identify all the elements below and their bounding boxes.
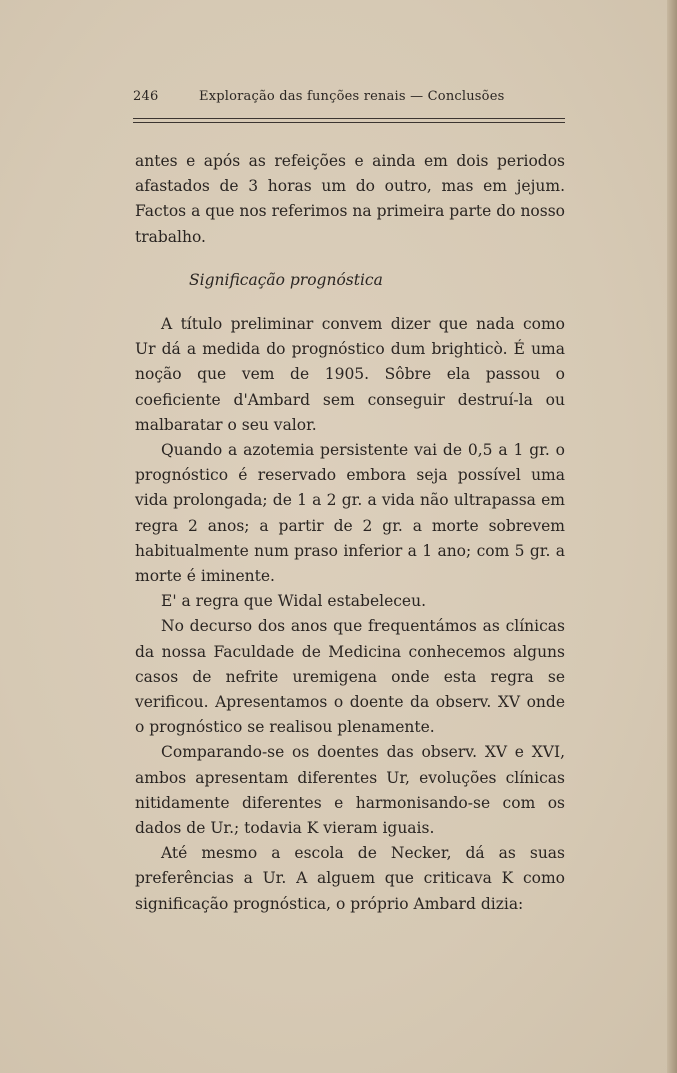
header-rule-top <box>133 118 565 119</box>
body-text <box>135 149 565 917</box>
paragraph: Até mesmo a escola de Necker, dá as suas preferências a Ur. A alguem que criticava K como significação prognóstica, o próprio Ambard dizia: <box>135 844 565 913</box>
page-spine-shadow <box>667 0 677 1073</box>
paragraph: Quando a azotemia persistente vai de 0,5 a 1 gr. o prognóstico é reservado embora seja possível uma vida prolongada; de 1 a 2 gr. a vida não ultrapassa em regra 2 anos; a partir de 2 gr. a morte sobrevem habitualmente num praso inferior a 1 ano; com 5 gr. a morte é iminente. <box>135 441 565 586</box>
header-rule-bottom <box>133 122 565 123</box>
paragraph: A título preliminar convem dizer que nada como Ur dá a medida do prognóstico dum brighticò. É uma noção que vem de 1905. Sôbre ela passou o coeficiente d'Ambard sem conseguir destruí-la ou malbaratar o seu valor. <box>135 315 565 434</box>
paragraph: Comparando-se os doentes das observ. XV e XVI, ambos apresentam diferentes Ur, evoluções clínicas nitidamente diferentes e harmonisando-se com os dados de Ur.; todavia K vieram iguais. <box>135 743 565 838</box>
running-head: Exploração das funções renais — Conclusões <box>199 89 505 104</box>
section-heading: Significação prognóstica <box>189 270 383 289</box>
page-number: 246 <box>133 89 159 104</box>
paragraph: No decurso dos anos que frequentámos as clínicas da nossa Faculdade de Medicina conhecemos alguns casos de nefrite uremigena onde esta regra se verificou. Apresentamos o doente da observ. XV onde o prognóstico se realisou plenamente. <box>135 617 565 737</box>
paragraph: E' a regra que Widal estabeleceu. <box>161 592 427 611</box>
paragraph: antes e após as refeições e ainda em dois periodos afastados de 3 horas um do outro, mas em jejum. Factos a que nos referimos na primeira parte do nosso trabalho. <box>135 152 565 246</box>
